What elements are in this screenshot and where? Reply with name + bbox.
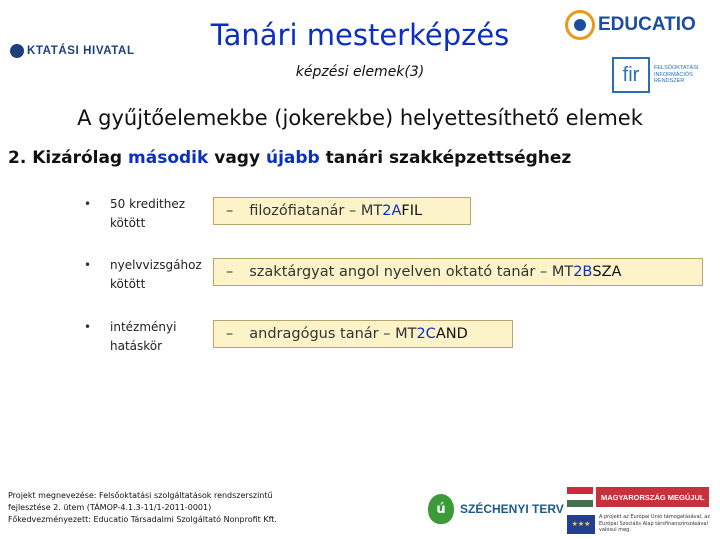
item-code-highlight: 2C (416, 326, 436, 342)
szechenyi-logo-text: SZÉCHENYI TERV (460, 502, 564, 516)
item-code-highlight: 2B (573, 264, 593, 280)
item-code-suffix: AND (435, 326, 468, 342)
szechenyi-drop-icon: ú (428, 494, 454, 524)
item-code-highlight: 2A (382, 203, 402, 219)
oktatasi-hivatal-logo (10, 40, 160, 62)
bullet-icon: • (84, 197, 92, 211)
educatio-logo-text: EDUCATIO (598, 14, 696, 35)
subheading-suffix: tanári szakképzettséghez (319, 148, 572, 168)
item-label: nyelvvizsgához kötött (110, 258, 202, 291)
educatio-ring-icon (565, 10, 595, 40)
item-value-box (213, 320, 513, 348)
subheading-highlight-masodik: második (128, 148, 209, 168)
szechenyi-terv-logo (428, 494, 564, 524)
list-item (0, 258, 720, 308)
list-item (0, 197, 720, 247)
item-text: szaktárgyat angol nyelven oktató tanár – MT (249, 264, 574, 280)
fir-logo (612, 55, 712, 95)
hungarian-flag-icon (567, 487, 593, 507)
eu-flag-icon: ★★★ (567, 515, 595, 534)
eu-logo (567, 513, 717, 535)
list-item (0, 320, 720, 370)
section-heading: A gyűjtőelemekbe (jokerekbe) helyettesíthető elemek (77, 106, 643, 130)
item-text: filozófiatanár – MT (249, 203, 383, 219)
bullet-icon: • (84, 258, 92, 272)
subheading-prefix: 2. Kizárólag (8, 148, 129, 168)
section-subheading (8, 148, 571, 168)
subheading-highlight-ujabb: újabb (265, 148, 320, 168)
item-code-suffix: SZA (592, 264, 622, 280)
item-value-box (213, 197, 471, 225)
item-dash: – (226, 264, 234, 280)
item-value-box (213, 258, 703, 286)
oktatasi-hivatal-logo-text: KTATÁSI HIVATAL (27, 45, 135, 57)
project-footer (8, 490, 338, 526)
footer-line: Főkedvezményezett: Educatio Társadalmi Szolgáltató Nonprofit Kft. (8, 515, 277, 524)
item-code-suffix: FIL (401, 203, 423, 219)
educatio-logo (565, 8, 717, 42)
magyarorszag-megujul-logo (567, 486, 717, 508)
page-subtitle: képzési elemek(3) (295, 64, 425, 80)
footer-line: fejlesztése 2. ütem (TÁMOP-4.1.3-11/1-2011-0001) (8, 503, 212, 512)
item-dash: – (226, 203, 234, 219)
fir-logo-text: FELSŐOKTATÁSI INFORMÁCIÓS RENDSZER (654, 65, 699, 85)
item-dash: – (226, 326, 234, 342)
item-label: intézményi hatáskör (110, 320, 177, 353)
oktatasi-hivatal-mark-icon (10, 44, 24, 58)
subheading-middle: vagy (208, 148, 266, 168)
footer-line: Projekt megnevezése: Felsőoktatási szolgáltatások rendszerszintű (8, 491, 273, 500)
item-label: 50 kredithez kötött (110, 197, 186, 230)
magyarorszag-banner: MAGYARORSZÁG MEGÚJUL (596, 487, 709, 507)
bullet-icon: • (84, 320, 92, 334)
item-text: andragógus tanár – MT (249, 326, 417, 342)
page-title: Tanári mesterképzés (210, 18, 510, 52)
eu-logo-text: A projekt az Európai Unió támogatásával, az Európai Szociális Alap társfinanszírozásával valósul meg. (599, 514, 710, 534)
fir-mark: fir (612, 57, 650, 93)
